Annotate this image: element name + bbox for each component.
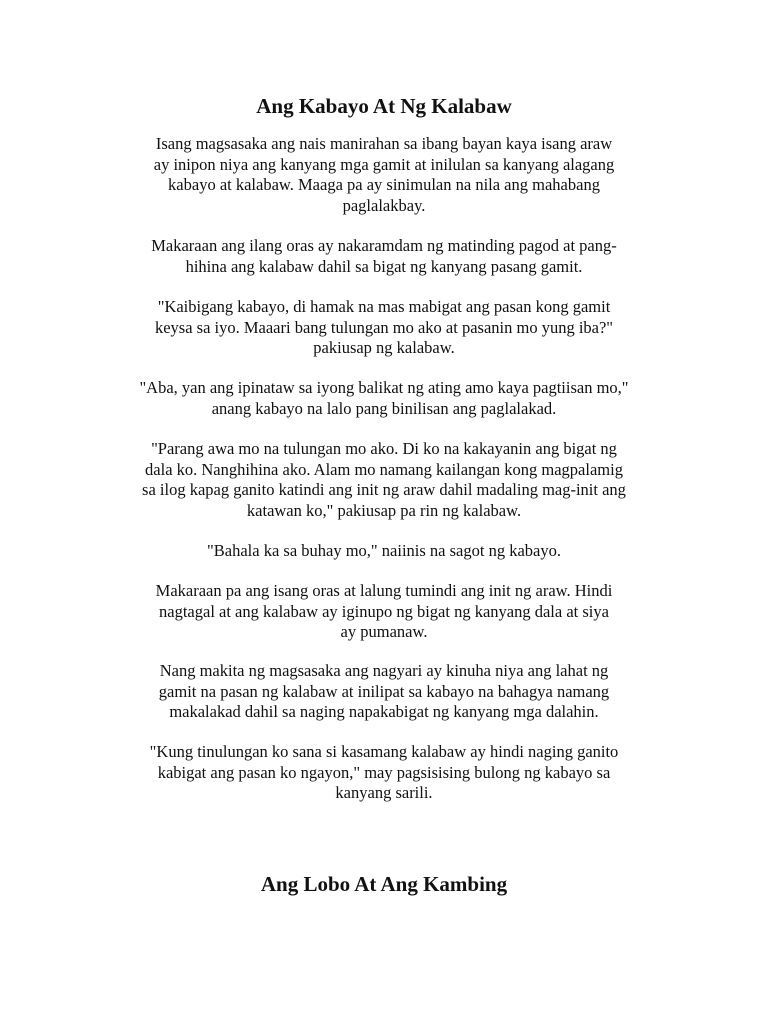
story-paragraph: Makaraan pa ang isang oras at lalung tumindi ang init ng araw. Hindi nagtagal at ang kalabaw ay iginupo ng bigat ng kanyang dala at siya ay pumanaw. xyxy=(155,581,613,641)
story-paragraph: Nang makita ng magsasaka ang nagyari ay kinuha niya ang lahat ng gamit na pasan ng kalabaw at inilipat sa kabayo na bahagya namang makalakad dahil sa naging napakabigat ng kanyang mga dalahin. xyxy=(158,661,610,721)
story-title: Ang Kabayo At Ng Kalabaw xyxy=(256,94,512,118)
story-paragraph: "Kung tinulungan ko sana si kasamang kalabaw ay hindi naging ganito kabigat ang pasan ko ngayon," may pagsisising bulong ng kabayo sa kanyang sarili. xyxy=(149,742,619,802)
story-paragraph: "Aba, yan ang ipinataw sa iyong balikat ng ating amo kaya pagtiisan mo," anang kabayo na lalo pang binilisan ang paglalakad. xyxy=(139,378,629,418)
story-paragraph: Makaraan ang ilang oras ay nakaramdam ng matinding pagod at pang- hihina ang kalabaw dahil sa bigat ng kanyang pasang gamit. xyxy=(151,236,617,276)
next-story-title: Ang Lobo At Ang Kambing xyxy=(260,872,508,896)
story-paragraph: "Bahala ka sa buhay mo," naiinis na sagot ng kabayo. xyxy=(207,541,561,560)
story-paragraph: Isang magsasaka ang nais manirahan sa ibang bayan kaya isang araw ay inipon niya ang kanyang mga gamit at inilulan sa kanyang alagang kabayo at kalabaw. Maaga pa ay sinimulan na nila ang mahabang paglalakbay. xyxy=(153,134,615,215)
story-paragraph: "Parang awa mo na tulungan mo ako. Di ko na kakayanin ang bigat ng dala ko. Nanghihina ako. Alam mo namang kailangan kong magpalamig sa ilog kapag ganito katindi ang init ng araw dahil madaling mag-init ang katawan ko," pakiusap pa rin ng kalabaw. xyxy=(142,439,626,520)
story-paragraph: "Kaibigang kabayo, di hamak na mas mabigat ang pasan kong gamit keysa sa iyo. Maaari bang tulungan mo ako at pasanin mo yung iba?" pakiusap ng kalabaw. xyxy=(154,297,614,357)
